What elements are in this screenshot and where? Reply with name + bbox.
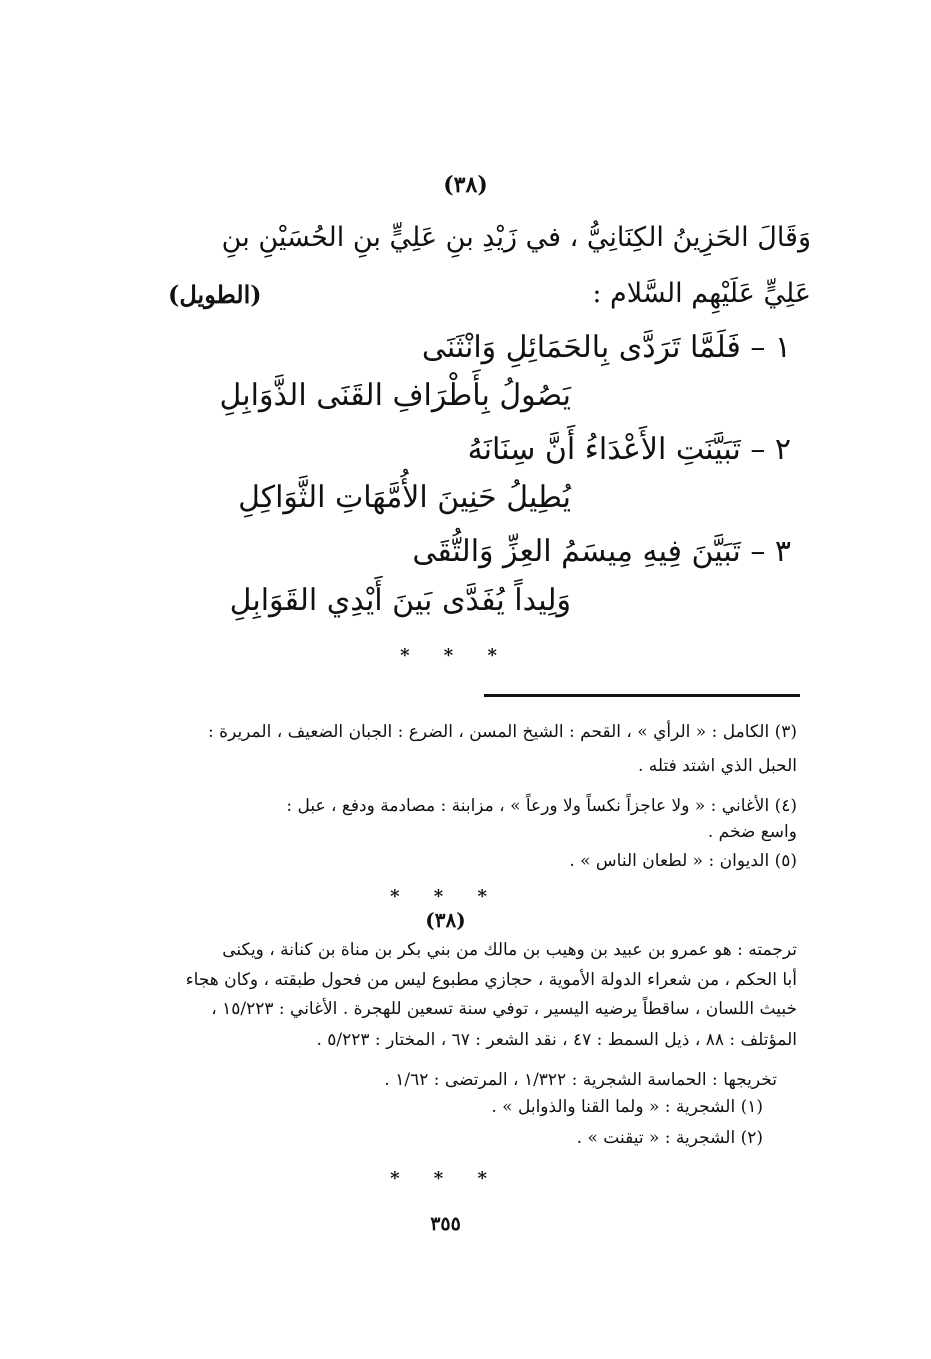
poem-intro-line-2: عَلِيٍّ عَلَيْهِم السَّلام : xyxy=(592,278,811,309)
verse-1-second-hemistich: يَصُولُ بِأَطْرَافِ القَنَى الذَّوَابِلِ xyxy=(219,378,571,413)
translation-line-2: أبا الحكم ، من شعراء الدولة الأموية ، حجازي مطبوع ليس من فحول طبقته ، وكان هجاء xyxy=(185,970,797,990)
translation-line-4: المؤتلف : ٨٨ ، ذيل السمط : ٤٧ ، نقد الشعر : ٦٧ ، المختار : ٥/٢٢٣ . xyxy=(316,1030,797,1050)
poem-intro-line-1: وَقَالَ الحَزِينُ الكِنَانِيُّ ، في زَيْدِ بنِ عَلِيٍّ بنِ الحُسَيْنِ بنِ xyxy=(221,222,811,253)
poem-number: (٣٨) xyxy=(443,172,488,198)
section-separator: * * * xyxy=(400,645,511,666)
footnote-separator: * * * xyxy=(390,886,501,907)
footnote-5: (٥) الديوان : « لطعان الناس » . xyxy=(569,851,797,871)
verse-3-second-hemistich: وَلِيداً يُفَدَّى بَينَ أَيْدِي القَوَابِلِ xyxy=(229,583,571,618)
takhrij-note-1: (١) الشجرية : « ولما القنا والذوابل » . xyxy=(491,1097,763,1117)
translation-line-1: ترجمته : هو عمرو بن عبيد بن وهيب بن مالك من بني بكر بن مناة بن كنانة ، ويكنى xyxy=(222,940,797,960)
poem-meter: (الطويل) xyxy=(168,280,262,309)
takhrij-note-2: (٢) الشجرية : « تيقنت » . xyxy=(576,1128,763,1148)
translation-number: (٣٨) xyxy=(425,908,466,932)
translation-line-3: خبيث اللسان ، ساقطاً يرضيه اليسير ، توفي سنة تسعين للهجرة . الأغاني : ١٥/٢٢٣ ، xyxy=(211,999,797,1019)
takhrij-line: تخريجها : الحماسة الشجرية : ١/٣٢٢ ، المرتضى : ١/٦٢ . xyxy=(384,1070,777,1090)
page-number: ٣٥٥ xyxy=(430,1213,461,1235)
footnote-3-line-1: (٣) الكامل : « الرأي » ، القحم : الشيخ المسن ، الضرع : الجبان الضعيف ، المريرة : xyxy=(208,722,797,742)
verse-2-second-hemistich: يُطِيلُ حَنِينَ الأُمَّهَاتِ الثَّوَاكِلِ xyxy=(238,480,571,515)
verse-3-first-hemistich: ٣ – تَبَيَّنَ فِيهِ مِيسَمُ العِزِّ وَالتُّقَى xyxy=(412,534,791,569)
verse-2-first-hemistich: ٢ – تَبَيَّنَتِ الأَعْدَاءُ أَنَّ سِنَانَهُ xyxy=(467,432,791,467)
footnote-divider xyxy=(484,694,800,697)
verse-1-first-hemistich: ١ – فَلَمَّا تَرَدَّى بِالحَمَائِلِ وَانْثَنَى xyxy=(421,330,791,365)
translation-separator: * * * xyxy=(390,1168,501,1189)
footnote-4-line-2: واسع ضخم . xyxy=(707,822,797,842)
footnote-3-line-2: الحبل الذي اشتد فتله . xyxy=(637,756,797,776)
footnote-4-line-1: (٤) الأغاني : « ولا عاجزاً نكساً ولا ورعاً » ، مزابنة : مصادمة ودفع ، عبل : xyxy=(286,796,797,816)
